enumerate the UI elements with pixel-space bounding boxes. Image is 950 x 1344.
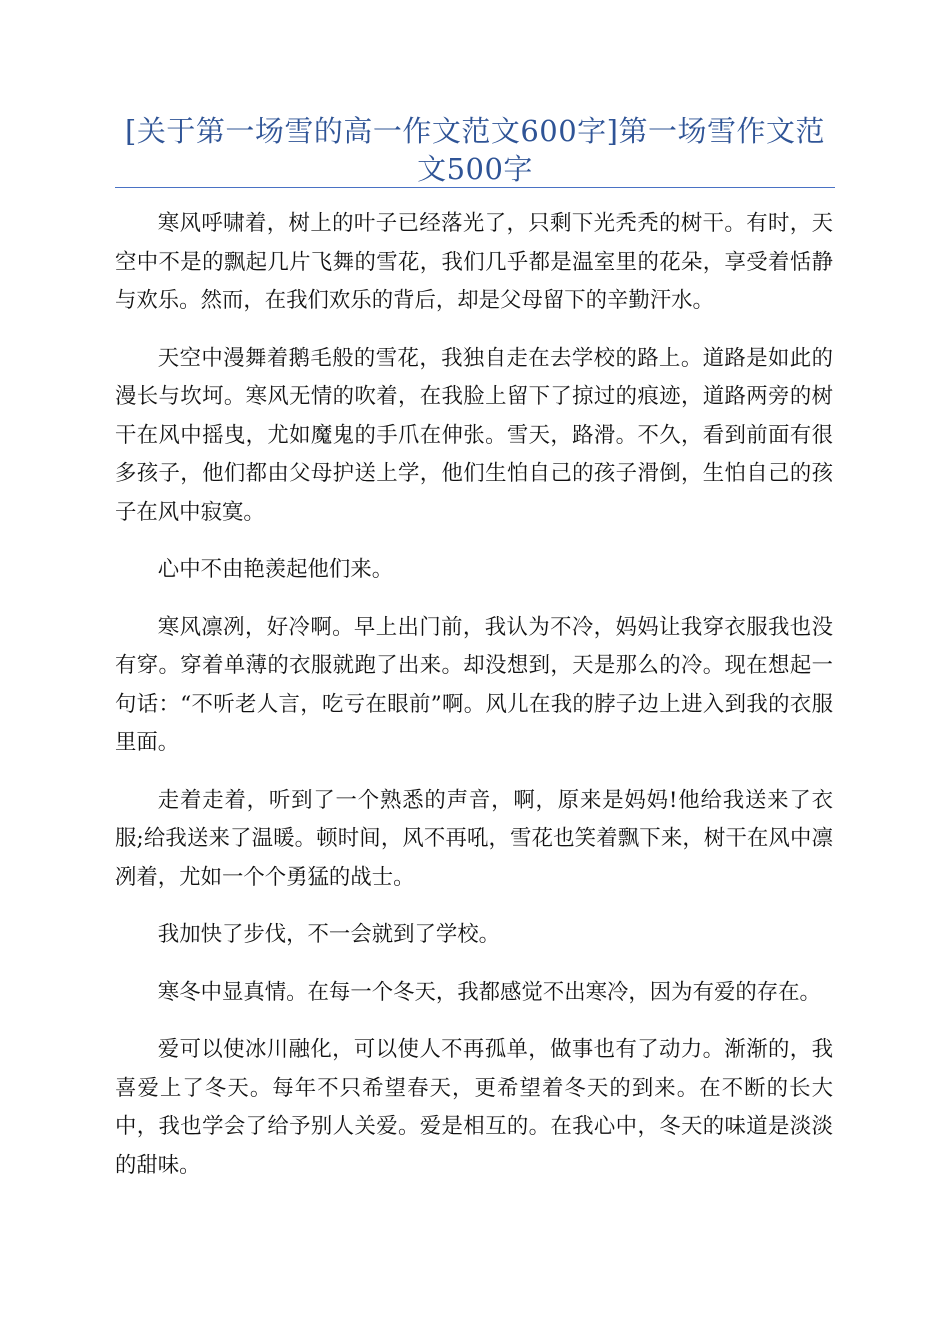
paragraph-7: 寒冬中显真情。在每一个冬天，我都感觉不出寒冷，因为有爱的存在。 [157,979,821,1005]
paragraph-8: 爱可以使冰川融化，可以使人不再孤单，做事也有了动力。渐渐的，我喜爱上了冬天。每年不只希望春天，更希望着冬天的到来。在不断的长大中，我也学会了给予别人关爱。爱是相互的。在我心中，冬天的味道是淡淡的甜味。 [115,1037,833,1178]
paragraph-2: 天空中漫舞着鹅毛般的雪花，我独自走在去学校的路上。道路是如此的漫长与坎坷。寒风无情的吹着，在我脸上留下了掠过的痕迹，道路两旁的树干在风中摇曳，尤如魔鬼的手爪在伸张。雪天，路滑。不久，看到前面有很多孩子，他们都由父母护送上学，他们生怕自己的孩子滑倒，生怕自己的孩子在风中寂寞。 [115,345,833,525]
paragraph-1: 寒风呼啸着，树上的叶子已经落光了，只剩下光秃秃的树干。有时，天空中不是的飘起几片飞舞的雪花，我们几乎都是温室里的花朵，享受着恬静与欢乐。然而，在我们欢乐的背后，却是父母留下的辛勤汗水。 [115,211,833,313]
document-title: [关于第一场雪的高一作文范文600字]第一场雪作文范文500字 [125,114,825,186]
paragraph-3: 心中不由艳羡起他们来。 [157,557,394,582]
title-underline [115,187,835,188]
paragraph-5: 走着走着，听到了一个熟悉的声音，啊，原来是妈妈!他给我送来了衣服;给我送来了温暖。顿时间，风不再吼，雪花也笑着飘下来，树干在风中凛冽着，尤如一个个勇猛的战士。 [115,787,833,890]
document-body [115,205,833,1204]
paragraph-4: 寒风凛冽，好冷啊。早上出门前，我认为不冷，妈妈让我穿衣服我也没有穿。穿着单薄的衣服就跑了出来。却没想到，天是那么的冷。现在想起一句话：“不听老人言，吃亏在眼前”啊。风儿在我的脖子边上进入到我的衣服里面。 [115,614,833,755]
paragraph-6: 我加快了步伐，不一会就到了学校。 [157,922,501,947]
